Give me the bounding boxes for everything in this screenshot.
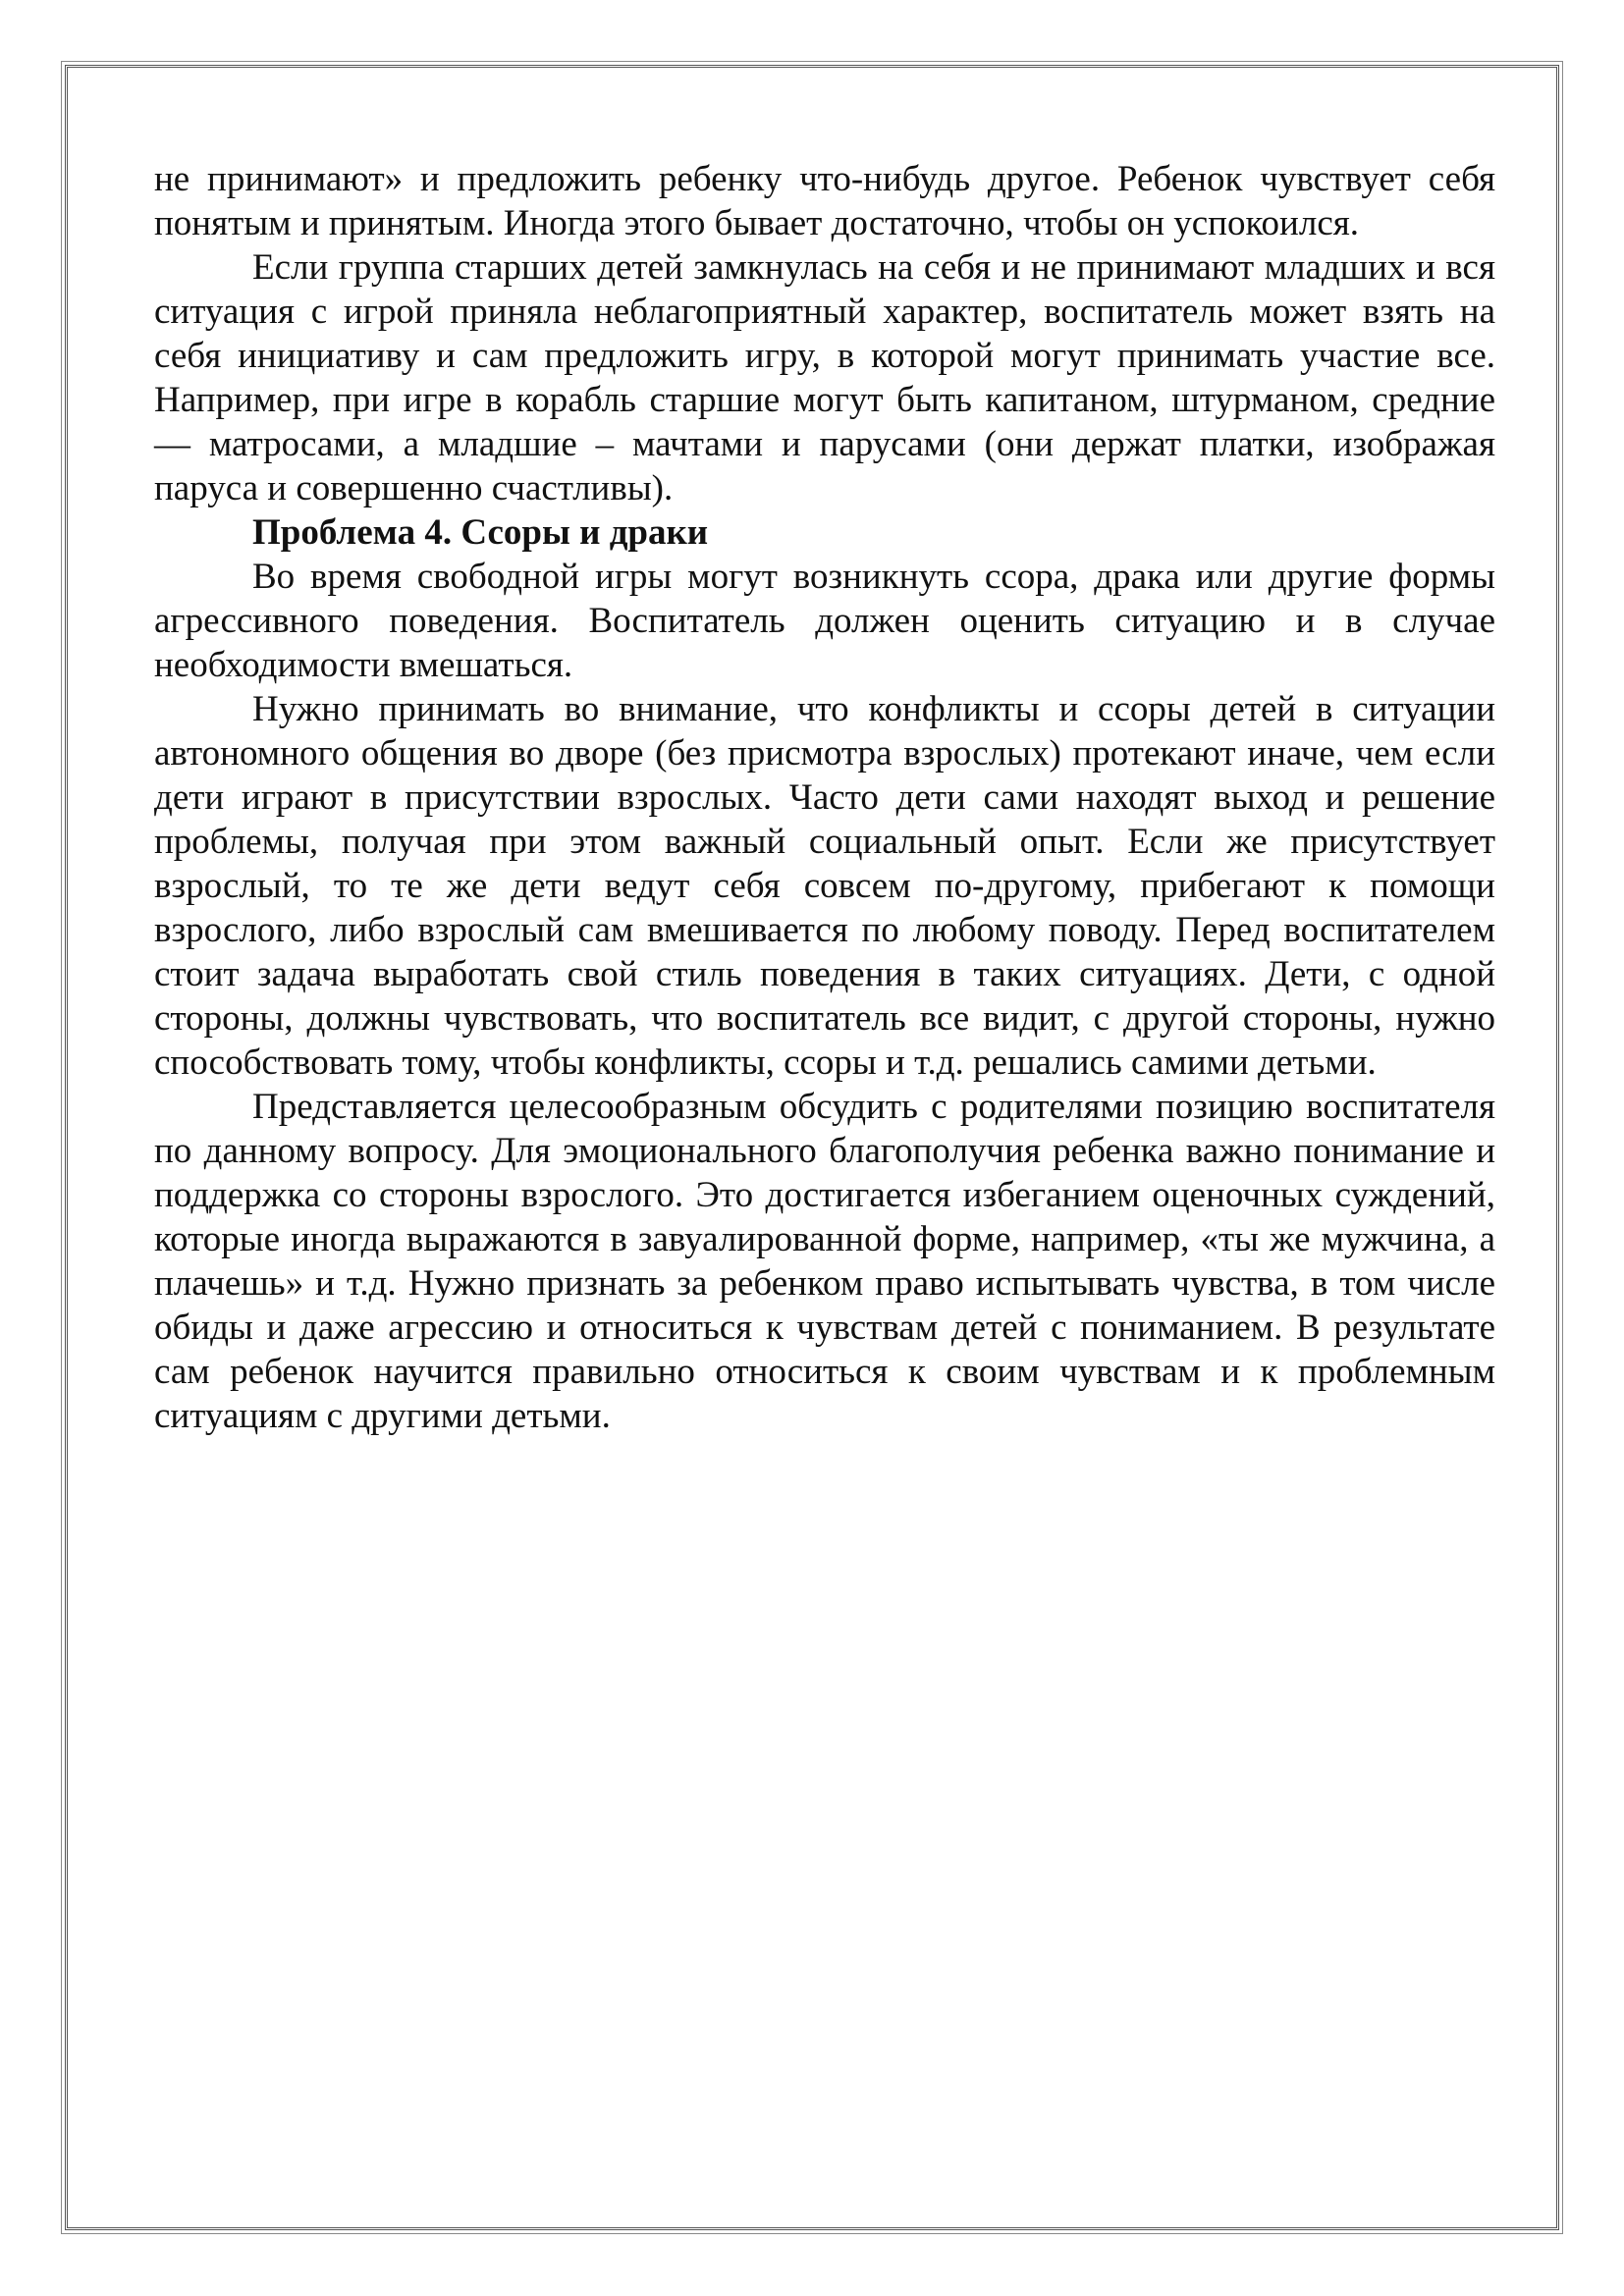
paragraph-conflicts: Нужно принимать во внимание, что конфликты и ссоры детей в ситуации автономного общения во дворе (без присмотра взрослых) протекают иначе, чем если дети играют в присутствии взрослых. Часто дети сами находят выход и решение проблемы, получая при этом важный социальный опыт. Если же присутствует взрослый, то те же дети ведут себя совсем по-другому, прибегают к помощи взрослого, либо взрослый сам вмешивается по любому поводу. Перед воспитателем стоит задача выработать свой стиль поведения в таких ситуациях. Дети, с одной стороны, должны чувствовать, что воспитатель все видит, с другой стороны, нужно способствовать тому, чтобы конфликты, ссоры и т.д. решались самими детьми. (154, 689, 1495, 1083)
paragraph-continuation: не принимают» и предложить ребенку что-нибудь другое. Ребенок чувствует себя понятым и принятым. Иногда этого бывает достаточно, чтобы он успокоился. (154, 159, 1495, 243)
section-heading: Проблема 4. Ссоры и драки (252, 512, 709, 553)
document-body (154, 157, 1495, 1438)
paragraph-parents-discussion: Представляется целесообразным обсудить с родителями позицию воспитателя по данному вопросу. Для эмоционального благополучия ребенка важно понимание и поддержка со стороны взрослого. Это достигается избеганием оценочных суждений, которые иногда выражаются в завуалированной форме, например, «ты же мужчина, а плачешь» и т.д. Нужно признать за ребенком право испытывать чувства, в том числе обиды и даже агрессию и относиться к чувствам детей с пониманием. В результате сам ребенок научится правильно относиться к своим чувствам и к проблемным ситуациям с другими детьми. (154, 1087, 1495, 1436)
paragraph-older-children-game: Если группа старших детей замкнулась на себя и не принимают младших и вся ситуация с игрой приняла неблагоприятный характер, воспитатель может взять на себя инициативу и сам предложить игру, в которой могут принимать участие все. Например, при игре в корабль старшие могут быть капитаном, штурманом, средние — матросами, а младшие – мачтами и парусами (они держат платки, изображая паруса и совершенно счастливы). (154, 247, 1495, 508)
paragraph-aggressive-behavior: Во время свободной игры могут возникнуть ссора, драка или другие формы агрессивного поведения. Воспитатель должен оценить ситуацию и в случае необходимости вмешаться. (154, 557, 1495, 685)
